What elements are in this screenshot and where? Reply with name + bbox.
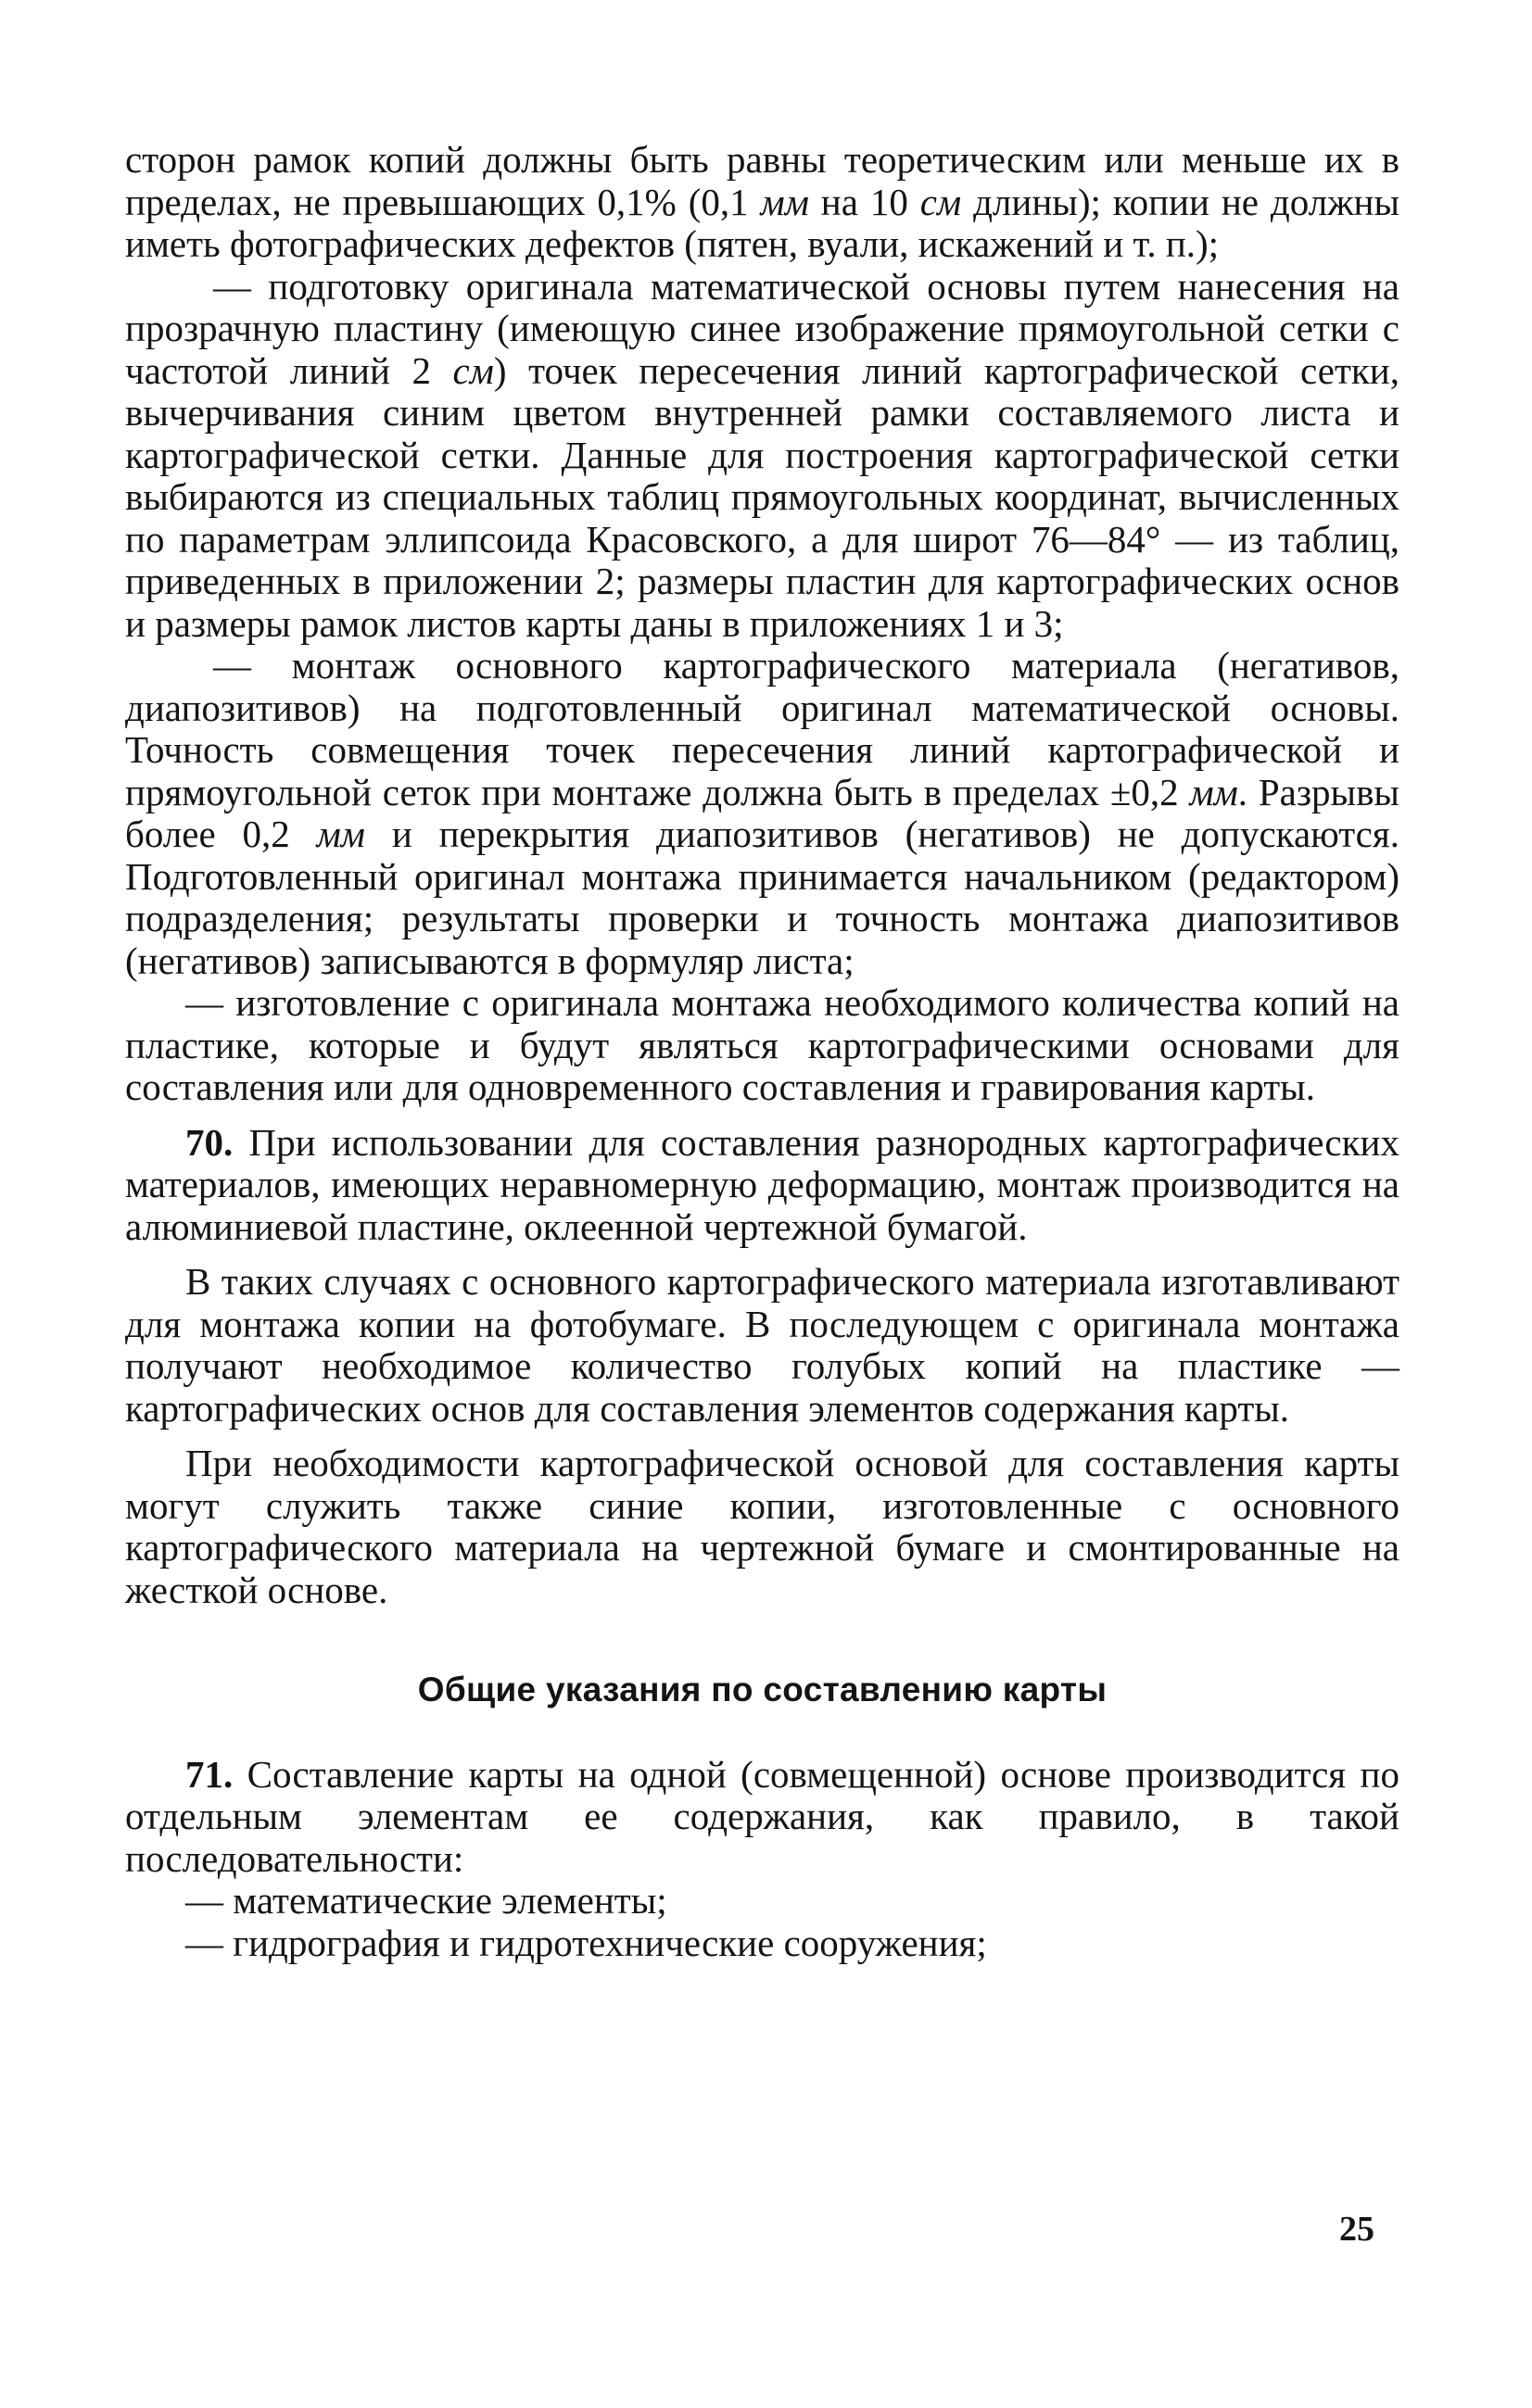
paragraph-text: — подготовку оригинала математической основы путем нанесения на прозрачную пластину (имеющую синее изображение прямоугольной сетки с частотой линий 2: [125, 264, 1399, 392]
paragraph-text: Составление карты на одной (совмещенной) основе производится по отдельным элементам ее содержания, как правило, в такой последовательности:: [125, 1752, 1399, 1880]
paragraph-number: 70.: [185, 1120, 234, 1164]
paragraph-text: При использовании для составления разнородных картографических материалов, имеющих неравномерную деформацию, монтаж производится на алюминиевой пластине, оклеенной чертежной бумагой.: [125, 1120, 1399, 1248]
list-item: — математические элементы;: [185, 1879, 667, 1922]
list-item: — гидрография и гидротехнические сооружения;: [185, 1921, 987, 1964]
paragraph-text: сторон рамок копий должны быть равны теоретическим или меньше их в пределах, не превышающих 0,1% (0,1: [125, 138, 1399, 223]
paragraph-photo-paper: В таких случаях с основного картографического материала изготавливают для монтажа копии на фотобумаге. В последующем с оригинала монтажа получают необходимое количество голубых копий на пластике — картографических основ для составления элементов содержания карты.: [125, 1260, 1399, 1430]
paragraph-copies: — изготовление с оригинала монтажа необходимого количества копий на пластике, которые и будут являться картографическими основами для составления или для одновременного составления и гравирования карты.: [125, 981, 1399, 1108]
paragraph-math-base: [125, 266, 1399, 646]
paragraph-text: на 10: [808, 180, 920, 223]
paragraph-text: ) точек пересечения линий картографической сетки, вычерчивания синим цветом внутренней рамки составляемого листа и картографической сетки. Данные для построения картографической сетки выбираются из специальных таблиц прямоугольных координат, вычисленных по параметрам эллипсоида Красовского, а для широт 76—84° — из таблиц, приведенных в приложении 2; размеры пластин для картографических основ и размеры рамок листов карты даны в приложениях 1 и 3;: [125, 348, 1399, 645]
paragraph-71: [125, 1754, 1399, 1881]
paragraph-number: 71.: [185, 1752, 234, 1796]
page-text: [125, 139, 1399, 1964]
paragraph-text: — монтаж основного картографического материала (негативов, диапозитивов) на подготовленный оригинал математической основы. Точность совмещения точек пересечения линий картографической и прямоугольной сеток при монтаже должна быть в пределах ±0,2: [125, 644, 1399, 813]
paragraph-text: и перекрытия диапозитивов (негативов) не допускаются. Подготовленный оригинал монтажа принимается начальником (редактором) подразделения; результаты проверки и точность монтажа диапозитивов (негативов) записываются в формуляр листа;: [125, 813, 1399, 982]
unit-mm: мм: [1189, 770, 1238, 813]
unit-cm: см: [919, 180, 962, 223]
paragraph-continuation: [125, 139, 1399, 266]
paragraph-text: длины); копии не должны иметь фотографических дефектов (пятен, вуали, искажений и т. п.);: [125, 180, 1400, 265]
paragraph-70: [125, 1122, 1399, 1249]
unit-mm: мм: [760, 180, 809, 223]
page-number: 25: [1339, 2210, 1374, 2249]
unit-cm: см: [452, 348, 494, 392]
paragraph-mounting: [125, 645, 1399, 982]
section-heading: Общие указания по составлению карты: [417, 1670, 1108, 1708]
paragraph-blue-copies: При необходимости картографической основой для составления карты могут служить также синие копии, изготовленные с основного картографического материала на чертежной бумаге и смонтированные на жесткой основе.: [125, 1442, 1399, 1611]
paragraph-text: . Разрывы более 0,2: [125, 770, 1399, 855]
unit-mm: мм: [316, 813, 365, 855]
